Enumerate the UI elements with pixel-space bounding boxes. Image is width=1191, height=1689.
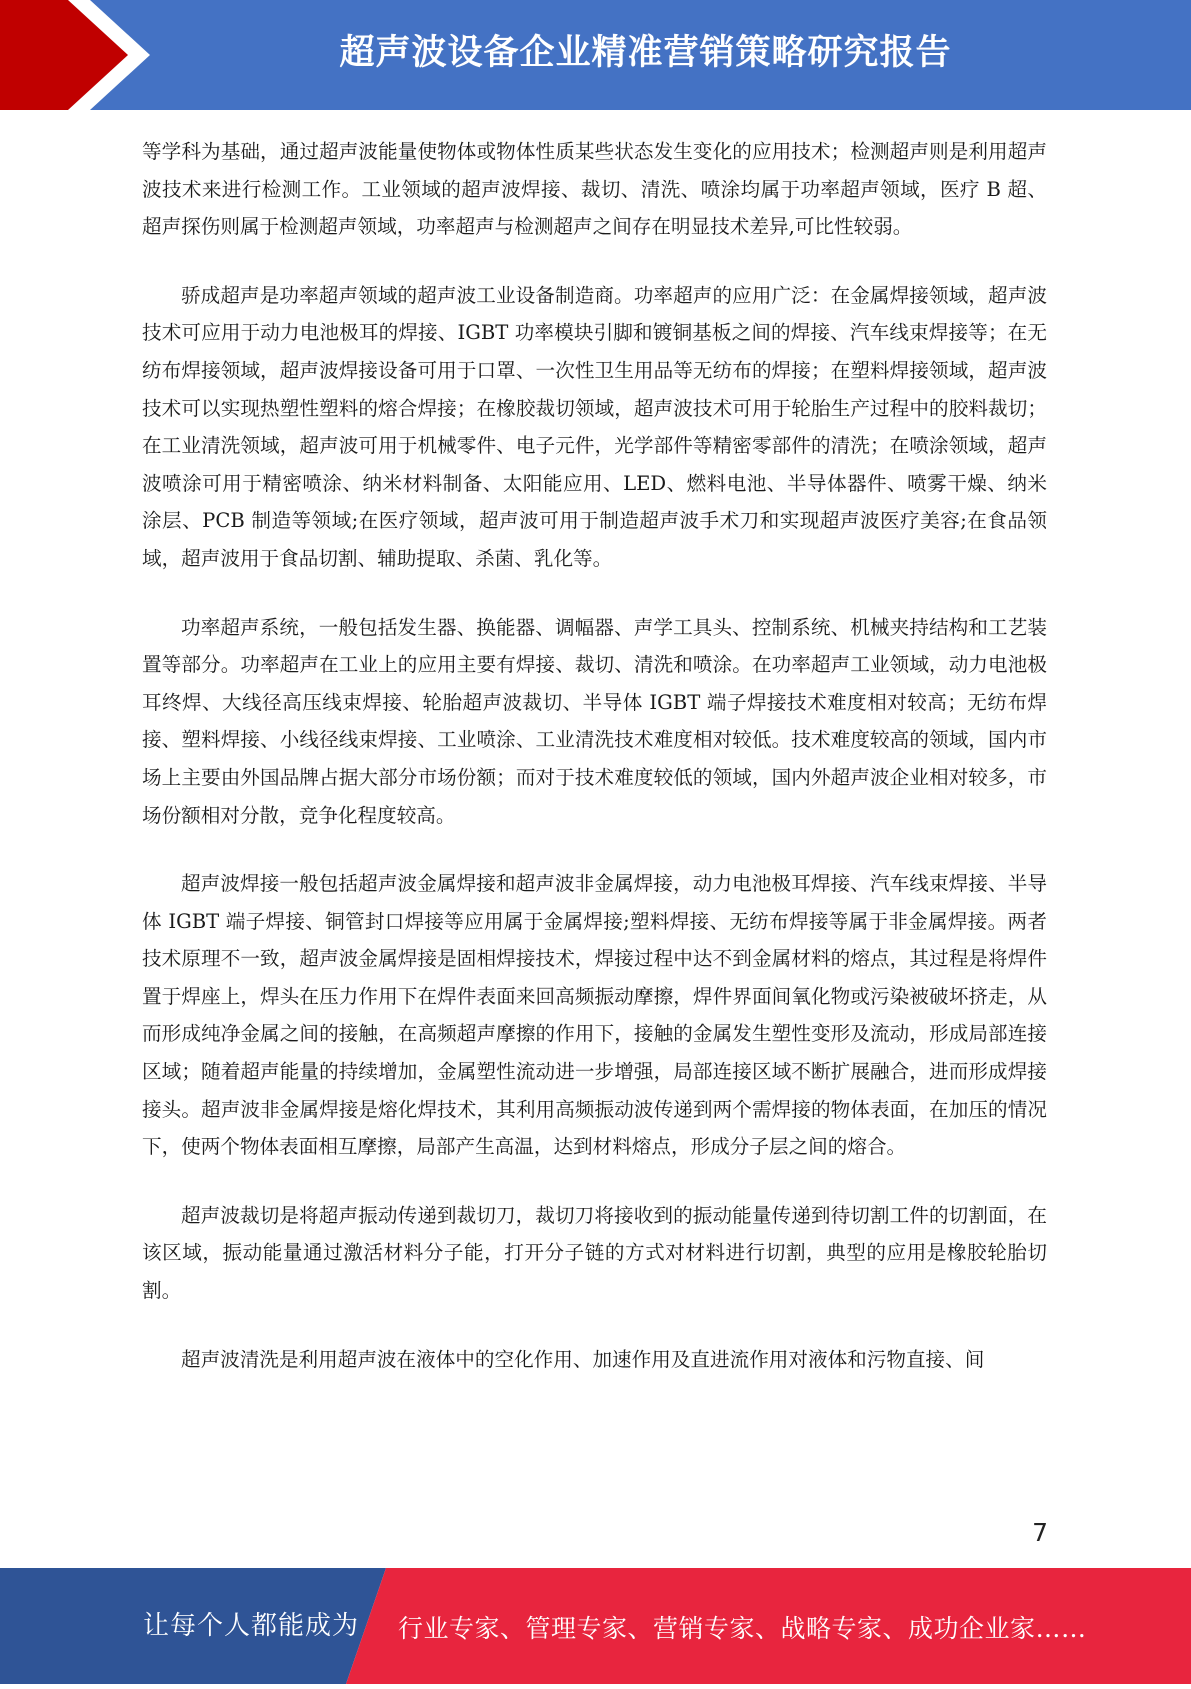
paragraph: 超声波焊接一般包括超声波金属焊接和超声波非金属焊接，动力电池极耳焊接、汽车线束焊接、半导体 IGBT 端子焊接、铜管封口焊接等应用属于金属焊接;塑料焊接、无纺布焊接等属于非金属焊接。两者技术原理不一致，超声波金属焊接是固相焊接技术，焊接过程中达不到金属材料的熔点，其过程是将焊件置于焊座上，焊头在压力作用下在焊件表面来回高频振动摩擦，焊件界面间氧化物或污染被破坏挤走，从而形成纯净金属之间的接触，在高频超声摩擦的作用下，接触的金属发生塑性变形及流动，形成局部连接区域；随着超声能量的持续增加，金属塑性流动进一步增强，局部连接区域不断扩展融合，进而形成焊接接头。超声波非金属焊接是熔化焊技术，其利用高频振动波传递到两个需焊接的物体表面，在加压的情况下，使两个物体表面相互摩擦，局部产生高温，达到材料熔点，形成分子层之间的熔合。 xyxy=(142,872,1047,1159)
paragraph: 超声波裁切是将超声振动传递到裁切刀，裁切刀将接收到的振动能量传递到待切割工件的切割面，在该区域，振动能量通过激活材料分子能，打开分子链的方式对材料进行切割，典型的应用是橡胶轮胎切割。 xyxy=(142,1203,1047,1303)
paragraph: 等学科为基础，通过超声波能量使物体或物体性质某些状态发生变化的应用技术；检测超声则是利用超声波技术来进行检测工作。工业领域的超声波焊接、裁切、清洗、喷涂均属于功率超声领域，医疗 B 超、超声探伤则属于检测超声领域，功率超声与检测超声之间存在明显技术差异,可比性较弱。 xyxy=(142,140,1047,239)
report-title: 超声波设备企业精准营销策略研究报告 xyxy=(339,33,952,73)
paragraph: 骄成超声是功率超声领域的超声波工业设备制造商。功率超声的应用广泛：在金属焊接领域，超声波技术可应用于动力电池极耳的焊接、IGBT 功率模块引脚和镀铜基板之间的焊接、汽车线束焊接等；在无纺布焊接领域，超声波焊接设备可用于口罩、一次性卫生用品等无纺布的焊接；在塑料焊接领域，超声波技术可以实现热塑性塑料的熔合焊接；在橡胶裁切领域，超声波技术可用于轮胎生产过程中的胶料裁切；在工业清洗领域，超声波可用于机械零件、电子元件，光学部件等精密零部件的清洗；在喷涂领域，超声波喷涂可用于精密喷涂、纳米材料制备、太阳能应用、LED、燃料电池、半导体器件、喷雾干燥、纳米涂层、PCB 制造等领域;在医疗领域，超声波可用于制造超声波手术刀和实现超声波医疗美容;在食品领域，超声波用于食品切割、辅助提取、杀菌、乳化等。 xyxy=(142,283,1047,570)
footer-slogan-left: 让每个人都能成为 xyxy=(143,1611,360,1641)
paragraph: 超声波清洗是利用超声波在液体中的空化作用、加速作用及直进流作用对液体和污物直接、间 xyxy=(181,1347,985,1371)
document-body xyxy=(142,133,1047,1378)
page-number: 7 xyxy=(1032,1518,1048,1547)
page-header xyxy=(0,0,1191,110)
paragraph: 功率超声系统，一般包括发生器、换能器、调幅器、声学工具头、控制系统、机械夹持结构和工艺装置等部分。功率超声在工业上的应用主要有焊接、裁切、清洗和喷涂。在功率超声工业领域，动力电池极耳终焊、大线径高压线束焊接、轮胎超声波裁切、半导体 IGBT 端子焊接技术难度相对较高；无纺布焊接、塑料焊接、小线径线束焊接、工业喷涂、工业清洗技术难度相对较低。技术难度较高的领域，国内市场上主要由外国品牌占据大部分市场份额；而对于技术难度较低的领域，国内外超声波企业相对较多，市场份额相对分散，竞争化程度较高。 xyxy=(142,615,1047,827)
page-footer xyxy=(0,1568,1191,1684)
footer-slogan-right: 行业专家、管理专家、营销专家、战略专家、成功企业家…… xyxy=(398,1614,1087,1643)
header-arrow-decoration xyxy=(0,0,160,110)
